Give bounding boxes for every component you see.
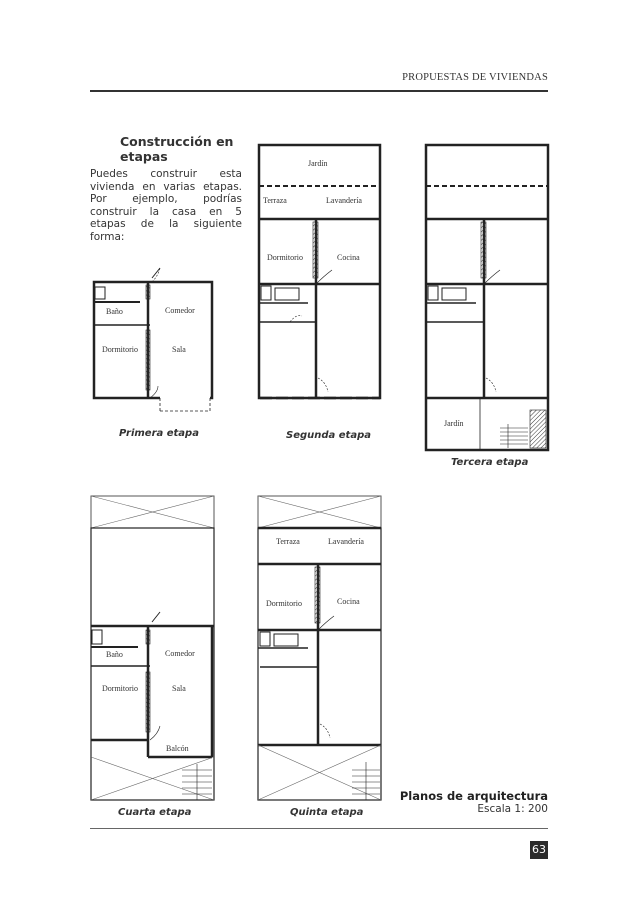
room-label: Dormitorio bbox=[266, 599, 302, 608]
room-label: Balcón bbox=[166, 744, 189, 753]
room-label: Terraza bbox=[276, 537, 300, 546]
room-label: Jardín bbox=[308, 159, 328, 168]
room-label: Lavandería bbox=[328, 537, 364, 546]
room-label: Comedor bbox=[165, 306, 195, 315]
room-label: Dormitorio bbox=[102, 684, 138, 693]
room-label: Comedor bbox=[165, 649, 195, 658]
intro-paragraph: Puedes construir esta vivienda en varias etapas. Por ejemplo, podrías construir la casa en 5 etapas de la siguiente forma: bbox=[90, 168, 242, 243]
room-label: Sala bbox=[172, 345, 186, 354]
room-label: Dormitorio bbox=[102, 345, 138, 354]
plan-primera-etapa bbox=[94, 268, 212, 411]
plan-segunda-etapa bbox=[259, 145, 380, 398]
room-label: Jardín bbox=[444, 419, 464, 428]
room-label: Sala bbox=[172, 684, 186, 693]
room-label: Baño bbox=[106, 650, 123, 659]
caption-cuarta-etapa: Cuarta etapa bbox=[118, 807, 192, 818]
caption-segunda-etapa: Segunda etapa bbox=[286, 430, 371, 441]
caption-tercera-etapa: Tercera etapa bbox=[451, 457, 529, 468]
caption-quinta-etapa: Quinta etapa bbox=[290, 807, 364, 818]
plan-tercera-etapa bbox=[426, 145, 548, 450]
room-label: Cocina bbox=[337, 597, 360, 606]
section-title: Construcción en etapas bbox=[120, 134, 234, 164]
plan-cuarta-etapa bbox=[91, 496, 214, 800]
room-label: Cocina bbox=[337, 253, 360, 262]
room-label: Terraza bbox=[263, 196, 287, 205]
room-label: Dormitorio bbox=[267, 253, 303, 262]
footer-title: Planos de arquitectura bbox=[399, 789, 548, 803]
footer-scale: Escala 1: 200 bbox=[477, 803, 548, 815]
caption-primera-etapa: Primera etapa bbox=[119, 428, 199, 439]
room-label: Lavandería bbox=[326, 196, 362, 205]
plan-quinta-etapa bbox=[258, 496, 381, 800]
room-label: Baño bbox=[106, 307, 123, 316]
page-number: 63 bbox=[530, 841, 548, 859]
footer-rule bbox=[90, 828, 548, 829]
running-header: PROPUESTAS DE VIVIENDAS bbox=[402, 72, 548, 83]
